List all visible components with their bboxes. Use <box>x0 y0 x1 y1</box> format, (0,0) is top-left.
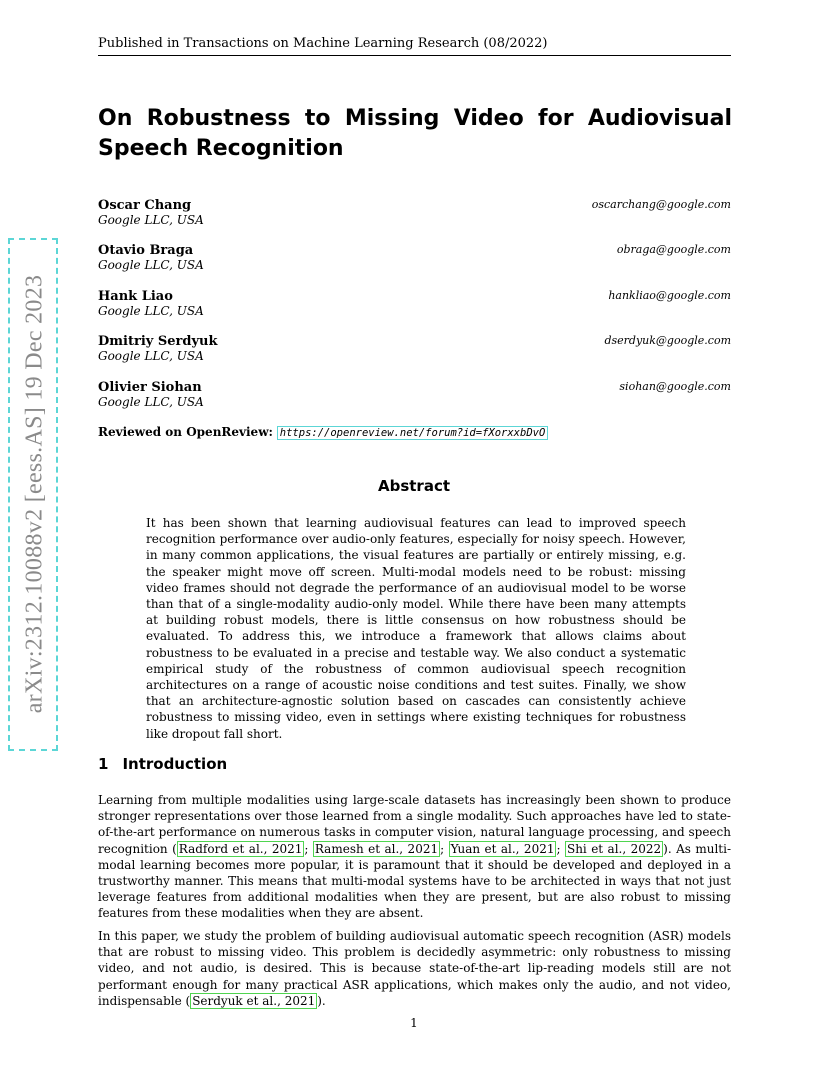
author-name: Otavio Braga <box>98 243 194 258</box>
section-heading <box>98 755 227 773</box>
author-email: siohan@google.com <box>619 380 731 393</box>
author-email: obraga@google.com <box>616 243 731 256</box>
author-name: Dmitriy Serdyuk <box>98 334 218 349</box>
citation-link[interactable]: Ramesh et al., 2021 <box>314 841 439 856</box>
author-affiliation: Google LLC, USA <box>98 213 204 227</box>
paper-title: On Robustness to Missing Video for Audiovisual Speech Recognition <box>98 106 732 161</box>
para-text: ). As multi-modal learning becomes more popular, it is paramount that it should be developed and deployed in a trustworthy manner. This means that multi-modal systems have to be architected in ways that not just leverage features from additional modalities when they are present, but are also robust to missing features from these modalities when they are absent. <box>98 841 732 921</box>
intro-paragraph-1 <box>98 792 731 922</box>
para-text: ; <box>304 841 313 856</box>
author-affiliation: Google LLC, USA <box>98 304 204 318</box>
para-text: ). <box>317 993 326 1008</box>
arxiv-stamp[interactable]: arXiv:2312.10088v2 [eess.AS] 19 Dec 2023 <box>21 274 48 714</box>
openreview-line <box>98 425 548 439</box>
citation-link[interactable]: Yuan et al., 2021 <box>450 841 555 856</box>
openreview-label: Reviewed on OpenReview: <box>98 425 273 439</box>
author-block <box>98 289 731 329</box>
section-title: Introduction <box>122 755 228 773</box>
author-block <box>98 334 731 374</box>
abstract-text: It has been shown that learning audiovisual features can lead to improved speech recognition performance over audio-only features, especially for noisy speech. However, in many common applications, the visual features are partially or entirely missing, e.g. the speaker might move off screen. Multi-modal models need to be robust: missing video frames should not degrade the performance of an audiovisual model to be worse than that of a single-modality audio-only model. While there have been many attempts at building robust models, there is little consensus on how robustness should be evaluated. To address this, we introduce a framework that allows claims about robustness to be evaluated in a precise and testable way. We also conduct a systematic empirical study of the robustness of common audiovisual speech recognition architectures on a range of acoustic noise conditions and test suites. Finally, we show that an architecture-agnostic solution based on cascades can consistently achieve robustness to missing video, even in settings where existing techniques for robustness like dropout fall short. <box>146 516 686 741</box>
author-affiliation: Google LLC, USA <box>98 258 204 272</box>
author-affiliation: Google LLC, USA <box>98 395 204 409</box>
author-email: oscarchang@google.com <box>591 198 731 211</box>
para-text: ; <box>556 841 565 856</box>
citation-link[interactable]: Radford et al., 2021 <box>178 841 303 856</box>
author-affiliation: Google LLC, USA <box>98 349 204 363</box>
openreview-link[interactable]: https://openreview.net/forum?id=fXorxxbDvO <box>277 426 549 440</box>
section-number: 1 <box>98 755 109 773</box>
para-text: Learning from multiple modalities using large-scale datasets has increasingly been shown to produce stronger representations over those learned from a single modality. Such approaches have led to state-of-the-art performance on numerous tasks in computer vision, natural language processing, and speech recognition ( <box>98 793 731 856</box>
para-text: In this paper, we study the problem of building audiovisual automatic speech recognition (ASR) models that are robust to missing video. This problem is decidedly asymmetric: only robustness to missing video, and not audio, is desired. This is because state-of-the-art lip-reading models still are not performant enough for many practical ASR applications, which makes only the audio, and not video, indispensable ( <box>98 929 731 1008</box>
author-block <box>98 380 731 420</box>
citation-link[interactable]: Shi et al., 2022 <box>566 841 662 856</box>
abstract-heading: Abstract <box>377 477 451 495</box>
author-email: hankliao@google.com <box>608 289 731 302</box>
citation-link[interactable]: Serdyuk et al., 2021 <box>192 993 316 1008</box>
intro-paragraph-2 <box>98 928 731 1009</box>
journal-header: Published in Transactions on Machine Learning Research (08/2022) <box>98 36 731 56</box>
author-block <box>98 198 731 238</box>
author-block <box>98 243 731 283</box>
author-name: Hank Liao <box>98 289 173 304</box>
author-name: Olivier Siohan <box>98 380 202 395</box>
page-number: 1 <box>410 1016 418 1030</box>
author-name: Oscar Chang <box>98 198 192 213</box>
author-email: dserdyuk@google.com <box>604 334 731 347</box>
para-text: ; <box>440 841 449 856</box>
